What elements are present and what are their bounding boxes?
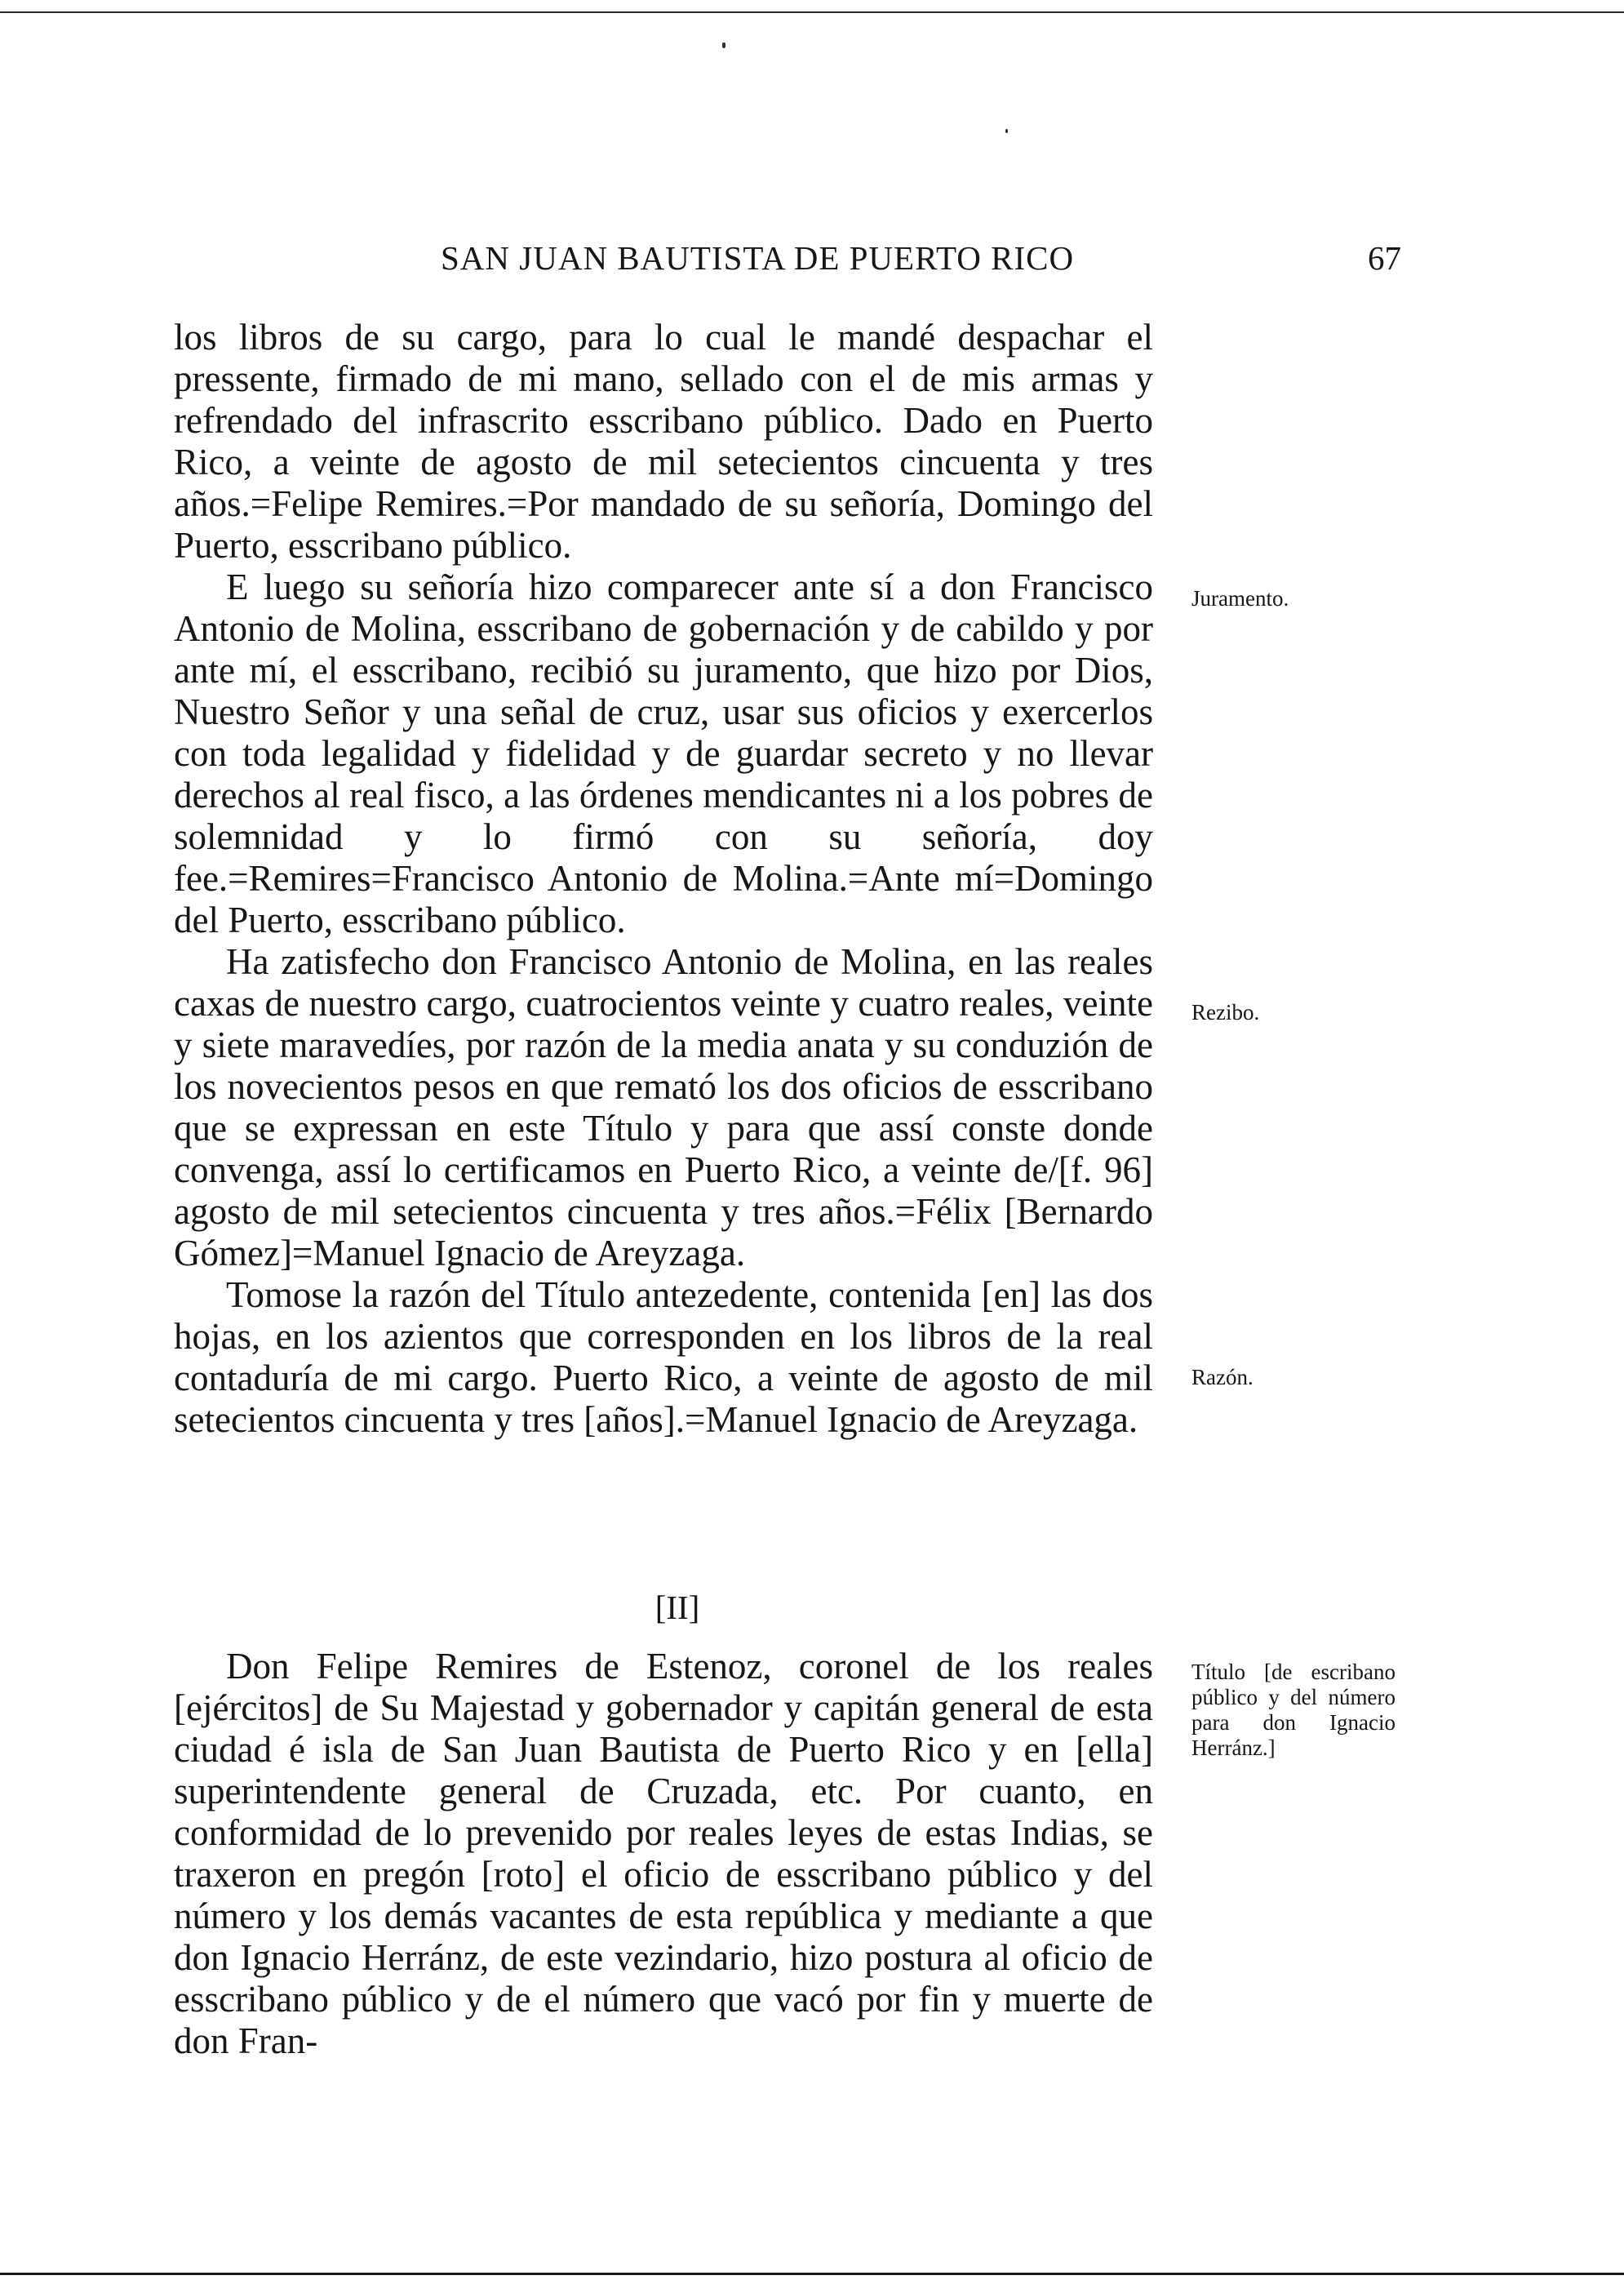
margin-note-juramento: Juramento.: [1191, 586, 1289, 611]
margin-note-titulo: Título [de escribano público y del número para don Ignacio Herránz.]: [1191, 1660, 1395, 1760]
main-text-block: [174, 317, 1153, 1441]
top-scan-edge-line: [0, 11, 1624, 13]
bottom-scan-edge-line: [0, 2273, 1624, 2275]
margin-note-razon: Razón.: [1191, 1365, 1253, 1389]
section-heading: [II]: [654, 1589, 700, 1626]
scan-speck: [1005, 129, 1008, 133]
paragraph-rezibo: Ha zatisfecho don Francisco Antonio de Molina, en las reales caxas de nuestro cargo, cuatrocientos veinte y cuatro reales, veinte y siete maravedíes, por razón de la media anata y su conduzión de los novecientos pesos en que remató los dos oficios de esscribano que se expressan en este Título y para que assí conste donde convenga, assí lo certificamos en Puerto Rico, a veinte de/[f. 96] agosto de mil setecientos cincuenta y tres años.=Félix [Bernardo Gómez]=Manuel Ignacio de Areyzaga.: [174, 941, 1153, 1273]
paragraph-titulo: Don Felipe Remires de Estenoz, coronel de los reales [ejércitos] de Su Majestad y gobernador y capitán general de esta ciudad é isla de San Juan Bautista de Puerto Rico y en [ella] superintendente general de Cruzada, etc. Por cuanto, en conformidad de lo prevenido por reales leyes de estas Indias, se traxeron en pregón [roto] el oficio de esscribano público y del número y los demás vacantes de esta república y mediante a que don Ignacio Herránz, de este vezindario, hizo postura al oficio de esscribano público y de el número que vacó por fin y muerte de don Fran-: [174, 1646, 1153, 2061]
paragraph-continuation: los libros de su cargo, para lo cual le mandé despachar el pressente, firmado de mi mano, sellado con el de mis armas y refrendado del infrascrito esscribano público. Dado en Puerto Rico, a veinte de agosto de mil setecientos cincuenta y tres años.=Felipe Remires.=Por mandado de su señoría, Domingo del Puerto, esscribano público.: [174, 317, 1153, 566]
page-number: 67: [1368, 239, 1401, 277]
running-header-title: SAN JUAN BAUTISTA DE PUERTO RICO: [441, 239, 1075, 277]
paragraph-juramento: E luego su señoría hizo comparecer ante sí a don Francisco Antonio de Molina, esscribano de gobernación y de cabildo y por ante mí, el esscribano, recibió su juramento, que hizo por Dios, Nuestro Señor y una señal de cruz, usar sus oficios y exercerlos con toda legalidad y fidelidad y de guardar secreto y no llevar derechos al real fisco, a las órdenes mendicantes ni a los pobres de solemnidad y lo firmó con su señoría, doy fee.=Remires=Francisco Antonio de Molina.=Ante mí=Domingo del Puerto, esscribano público.: [174, 567, 1153, 940]
margin-note-rezibo: Rezibo.: [1191, 1000, 1260, 1024]
paragraph-razon: Tomose la razón del Título antezedente, contenida [en] las dos hojas, en los azientos que corresponden en los libros de la real contaduría de mi cargo. Puerto Rico, a veinte de agosto de mil setecientos cincuenta y tres [años].=Manuel Ignacio de Areyzaga.: [174, 1274, 1153, 1440]
section-text-block: [174, 1646, 1153, 2062]
scan-speck: [722, 42, 725, 48]
